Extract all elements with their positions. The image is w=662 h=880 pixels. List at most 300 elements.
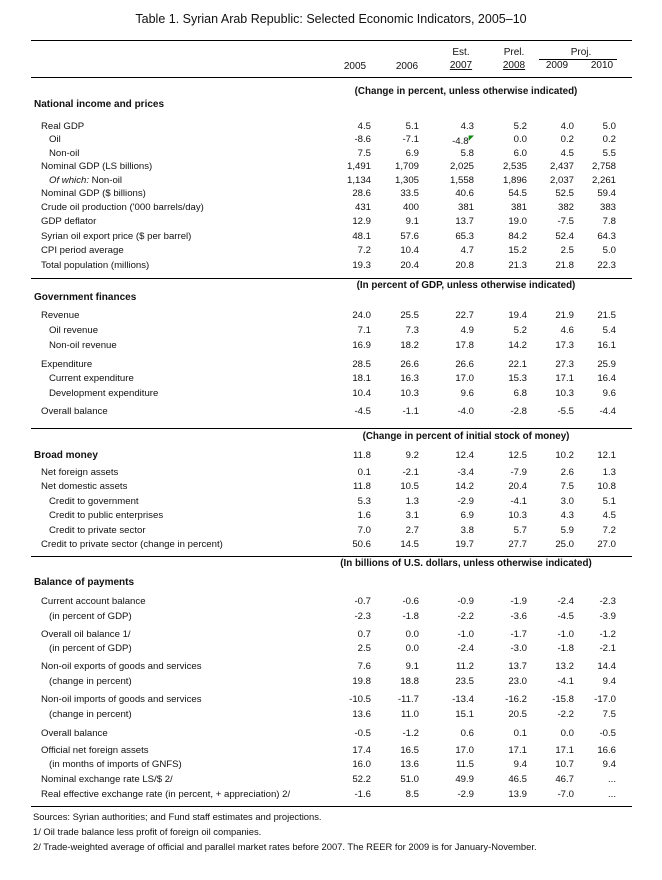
table-row: [0, 676, 662, 690]
cell-value: 14.5: [400, 539, 419, 550]
table-row: [0, 373, 662, 387]
cell-value: -1.2: [599, 629, 616, 640]
footnote-sources: Sources: Syrian authorities; and Fund staff estimates and projections.: [33, 811, 322, 822]
table-row: [0, 161, 662, 175]
table-row: [0, 467, 662, 481]
cell-value: 21.3: [508, 260, 527, 271]
row-label: Non-oil exports of goods and services: [41, 661, 202, 672]
table-row: [0, 496, 662, 510]
cell-value: 14.2: [455, 481, 474, 492]
cell-value: 13.9: [508, 789, 527, 800]
cell-value: 2.5: [357, 643, 371, 654]
cell-value: -4.5: [354, 406, 371, 417]
cell-value: 27.0: [597, 539, 616, 550]
cell-value: 10.3: [400, 388, 419, 399]
cell-value: 16.4: [597, 373, 616, 384]
row-label: Real effective exchange rate (in percent, + appreciation) 2/: [41, 789, 291, 800]
cell-value: 7.2: [602, 525, 616, 536]
footnote-2: 2/ Trade-weighted average of official and parallel market rates before 2007. The REER for 2009 is for January-November.: [33, 841, 537, 852]
row-label: Overall balance: [41, 406, 108, 417]
table-row: [0, 709, 662, 723]
cell-value: 5.0: [602, 245, 616, 256]
table-row: [0, 728, 662, 742]
cell-value: 21.9: [555, 310, 574, 321]
row-label: Total population (millions): [41, 260, 150, 271]
table-row: [0, 450, 662, 464]
cell-value: 6.8: [513, 388, 527, 399]
cell-value: 11.8: [353, 450, 371, 461]
cell-value: 1,491: [346, 161, 371, 172]
table-row: [0, 388, 662, 402]
row-label: Of which: Non-oil: [49, 175, 123, 186]
cell-value: 2,037: [549, 175, 574, 186]
section-national: National income and prices: [34, 99, 165, 110]
cell-value: 13.6: [352, 709, 371, 720]
cell-value: 7.0: [357, 525, 371, 536]
table-row: [0, 539, 662, 553]
cell-value: 14.2: [508, 340, 527, 351]
row-label: Oil: [49, 134, 61, 145]
row-label: Expenditure: [41, 359, 93, 370]
cell-value: 0.0: [405, 629, 419, 640]
cell-value: 383: [599, 202, 616, 213]
cell-value: -2.9: [457, 496, 474, 507]
cell-value: 33.5: [400, 188, 419, 199]
cell-value: 11.0: [401, 709, 419, 720]
cell-value: -4.8◤: [452, 135, 474, 148]
cell-value: 18.8: [400, 676, 419, 687]
cell-value: 48.1: [352, 231, 371, 242]
cell-value: 25.0: [555, 539, 574, 550]
table-row: [0, 661, 662, 675]
cell-value: 21.5: [597, 310, 616, 321]
table-row: [0, 510, 662, 524]
cell-value: 9.2: [405, 450, 419, 461]
cell-value: 6.0: [513, 148, 527, 159]
row-label: Oil revenue: [49, 325, 99, 336]
prel-label: Prel.: [503, 47, 525, 58]
table-row: [0, 121, 662, 135]
row-label: Development expenditure: [49, 388, 159, 399]
cell-value: 49.9: [455, 774, 474, 785]
row-label: Net foreign assets: [41, 467, 119, 478]
cell-value: 24.0: [352, 310, 371, 321]
cell-value: 46.5: [508, 774, 527, 785]
table-row: [0, 596, 662, 610]
cell-value: 12.5: [508, 450, 527, 461]
cell-value: 1.3: [602, 467, 616, 478]
cell-value: 1,134: [346, 175, 371, 186]
cell-value: 64.3: [597, 231, 616, 242]
cell-value: 22.3: [597, 260, 616, 271]
cell-value: 17.3: [555, 340, 574, 351]
cell-value: -4.5: [557, 611, 574, 622]
cell-value: 52.2: [352, 774, 371, 785]
cell-value: -2.1: [599, 643, 616, 654]
cell-value: 19.3: [352, 260, 371, 271]
cell-value: 5.2: [513, 325, 527, 336]
cell-value: ...: [608, 789, 616, 800]
cell-value: 4.5: [357, 121, 371, 132]
cell-value: 54.5: [508, 188, 527, 199]
row-label: Credit to private sector (change in percent): [41, 539, 223, 550]
cell-value: 5.4: [602, 325, 616, 336]
cell-value: 1,896: [502, 175, 527, 186]
cell-value: 11.8: [353, 481, 371, 492]
cell-value: -1.2: [402, 728, 419, 739]
row-label: Nominal GDP ($ billions): [41, 188, 146, 199]
cell-value: 16.6: [597, 745, 616, 756]
bottom-rule: [31, 806, 632, 807]
cell-value: 21.8: [555, 260, 574, 271]
cell-value: 15.3: [508, 373, 527, 384]
table-row: [0, 694, 662, 708]
cell-value: 26.6: [400, 359, 419, 370]
row-label: Non-oil: [49, 148, 80, 159]
cell-value: -1.8: [557, 643, 574, 654]
row-label: GDP deflator: [41, 216, 97, 227]
table-row: [0, 260, 662, 274]
cell-value: 50.6: [352, 539, 371, 550]
cell-value: 4.5: [602, 510, 616, 521]
cell-value: 10.4: [352, 388, 371, 399]
cell-value: 26.6: [455, 359, 474, 370]
row-label: Crude oil production ('000 barrels/day): [41, 202, 204, 213]
cell-value: 28.5: [352, 359, 371, 370]
cell-value: 16.0: [352, 759, 371, 770]
table-row: [0, 175, 662, 189]
cell-value: -1.7: [510, 629, 527, 640]
proj-label: Proj.: [570, 47, 592, 58]
cell-value: -2.2: [457, 611, 474, 622]
cell-value: -2.1: [402, 467, 419, 478]
cell-value: 7.3: [405, 325, 419, 336]
row-label: (change in percent): [49, 709, 132, 720]
cell-value: -4.1: [557, 676, 574, 687]
cell-value: -2.3: [354, 611, 371, 622]
cell-value: 13.6: [400, 759, 419, 770]
cell-value: -8.6: [354, 134, 371, 145]
table-row: [0, 481, 662, 495]
cell-value: 5.2: [513, 121, 527, 132]
row-label: (change in percent): [49, 676, 132, 687]
cell-value: -1.0: [557, 629, 574, 640]
cell-value: 19.0: [508, 216, 527, 227]
cell-value: 381: [510, 202, 527, 213]
table-row: [0, 611, 662, 625]
cell-value: 4.7: [460, 245, 474, 256]
cell-value: 2.5: [560, 245, 574, 256]
cell-value: 5.8: [460, 148, 474, 159]
cell-value: 23.5: [455, 676, 474, 687]
row-label: Credit to public enterprises: [49, 510, 164, 521]
row-label: CPI period average: [41, 245, 124, 256]
cell-value: 8.5: [405, 789, 419, 800]
table-row: [0, 216, 662, 230]
banner-national: (Change in percent, unless otherwise indicated): [354, 86, 578, 97]
table-row: [0, 525, 662, 539]
cell-value: 9.4: [602, 676, 616, 687]
row-label: (in months of imports of GNFS): [49, 759, 182, 770]
cell-value: 22.7: [455, 310, 474, 321]
cell-value: -10.5: [349, 694, 371, 705]
cell-value: 18.1: [352, 373, 371, 384]
cell-value: 28.6: [352, 188, 371, 199]
table-row: [0, 134, 662, 148]
row-label: Revenue: [41, 310, 80, 321]
cell-value: 9.6: [460, 388, 474, 399]
cell-value: 20.4: [508, 481, 527, 492]
cell-value: 46.7: [555, 774, 574, 785]
cell-value: 7.5: [602, 709, 616, 720]
footnote-1: 1/ Oil trade balance less profit of foreign oil companies.: [33, 826, 262, 837]
cell-value: 16.1: [597, 340, 616, 351]
row-label: Real GDP: [41, 121, 85, 132]
cell-value: 7.5: [357, 148, 371, 159]
cell-value: 9.6: [602, 388, 616, 399]
cell-value: -7.9: [510, 467, 527, 478]
cell-value: -1.6: [354, 789, 371, 800]
cell-value: 17.1: [508, 745, 527, 756]
comment-marker-icon: ◤: [468, 135, 474, 142]
cell-value: 12.9: [352, 216, 371, 227]
cell-value: -1.0: [457, 629, 474, 640]
cell-value: 25.5: [400, 310, 419, 321]
cell-value: 9.1: [405, 661, 419, 672]
year-2008: 2008: [502, 60, 526, 71]
cell-value: -17.0: [594, 694, 616, 705]
rule-money-end: [31, 556, 632, 557]
cell-value: -1.9: [510, 596, 527, 607]
cell-value: 11.5: [456, 759, 474, 770]
cell-value: 2,758: [591, 161, 616, 172]
cell-value: -0.6: [402, 596, 419, 607]
cell-value: 4.5: [560, 148, 574, 159]
cell-value: -2.4: [457, 643, 474, 654]
cell-value: 13.7: [455, 216, 474, 227]
cell-value: 10.3: [555, 388, 574, 399]
rule-government-end: [31, 428, 632, 429]
cell-value: 0.7: [357, 629, 371, 640]
cell-value: 2,437: [549, 161, 574, 172]
cell-value: 23.0: [508, 676, 527, 687]
cell-value: -3.0: [510, 643, 527, 654]
cell-value: -1.1: [402, 406, 419, 417]
row-label: Overall oil balance 1/: [41, 629, 131, 640]
cell-value: 9.4: [602, 759, 616, 770]
cell-value: -0.5: [354, 728, 371, 739]
cell-value: 6.9: [405, 148, 419, 159]
cell-value: 17.0: [455, 373, 474, 384]
cell-value: 20.5: [508, 709, 527, 720]
rule-national-end: [31, 278, 632, 279]
banner-government: (In percent of GDP, unless otherwise indicated): [356, 280, 576, 291]
row-label: Official net foreign assets: [41, 745, 149, 756]
row-label: Current account balance: [41, 596, 146, 607]
cell-value: 10.8: [597, 481, 616, 492]
cell-value: 11.2: [456, 661, 474, 672]
table-row: [0, 774, 662, 788]
cell-value: 84.2: [508, 231, 527, 242]
cell-value: 59.4: [597, 188, 616, 199]
cell-value: 51.0: [400, 774, 419, 785]
cell-value: 3.8: [460, 525, 474, 536]
header-rule: [31, 77, 632, 78]
cell-value: 381: [457, 202, 474, 213]
cell-value: 52.4: [555, 231, 574, 242]
table-row: [0, 325, 662, 339]
cell-value: -2.3: [599, 596, 616, 607]
cell-value: 19.4: [508, 310, 527, 321]
cell-value: 5.7: [513, 525, 527, 536]
row-label: Syrian oil export price ($ per barrel): [41, 231, 192, 242]
cell-value: 1,709: [394, 161, 419, 172]
cell-value: ...: [608, 774, 616, 785]
cell-value: 57.6: [400, 231, 419, 242]
cell-value: -3.6: [510, 611, 527, 622]
row-label: (in percent of GDP): [49, 611, 132, 622]
cell-value: 16.5: [400, 745, 419, 756]
cell-value: 18.2: [400, 340, 419, 351]
row-label: Nominal exchange rate LS/$ 2/: [41, 774, 173, 785]
cell-value: 0.2: [560, 134, 574, 145]
cell-value: 4.3: [460, 121, 474, 132]
table-row: [0, 231, 662, 245]
cell-value: -4.1: [510, 496, 527, 507]
cell-value: 0.6: [460, 728, 474, 739]
cell-value: 382: [557, 202, 574, 213]
cell-value: -7.1: [402, 134, 419, 145]
cell-value: 17.0: [455, 745, 474, 756]
cell-value: 19.8: [352, 676, 371, 687]
cell-value: 16.9: [352, 340, 371, 351]
cell-value: 9.1: [405, 216, 419, 227]
year-2005: 2005: [343, 61, 367, 72]
cell-value: -4.0: [457, 406, 474, 417]
row-label: Current expenditure: [49, 373, 134, 384]
cell-value: 431: [354, 202, 371, 213]
cell-value: 20.8: [455, 260, 474, 271]
table-row: [0, 245, 662, 259]
row-label: Non-oil imports of goods and services: [41, 694, 202, 705]
cell-value: 5.5: [602, 148, 616, 159]
row-label: Net domestic assets: [41, 481, 128, 492]
table-row: [0, 202, 662, 216]
cell-value: 15.1: [455, 709, 474, 720]
cell-value: -2.4: [557, 596, 574, 607]
cell-value: 17.4: [352, 745, 371, 756]
cell-value: 1.3: [405, 496, 419, 507]
cell-value: 40.6: [455, 188, 474, 199]
banner-money: (Change in percent of initial stock of money): [362, 431, 570, 442]
table-row: [0, 188, 662, 202]
cell-value: 5.1: [405, 121, 419, 132]
est-label: Est.: [452, 47, 470, 58]
cell-value: 25.9: [597, 359, 616, 370]
row-label: Broad money: [34, 450, 98, 461]
row-label: Overall balance: [41, 728, 108, 739]
cell-value: -1.8: [402, 611, 419, 622]
cell-value: 17.1: [555, 745, 574, 756]
cell-value: 2,261: [591, 175, 616, 186]
cell-value: 16.3: [400, 373, 419, 384]
cell-value: 4.9: [460, 325, 474, 336]
cell-value: -2.8: [510, 406, 527, 417]
cell-value: 2.7: [405, 525, 419, 536]
cell-value: 10.4: [400, 245, 419, 256]
cell-value: 4.0: [560, 121, 574, 132]
cell-value: 27.3: [555, 359, 574, 370]
cell-value: -7.5: [557, 216, 574, 227]
cell-value: 2.6: [560, 467, 574, 478]
cell-value: 4.6: [560, 325, 574, 336]
cell-value: 65.3: [455, 231, 474, 242]
cell-value: -5.5: [557, 406, 574, 417]
table-row: [0, 340, 662, 354]
table-row: [0, 359, 662, 373]
cell-value: -7.0: [557, 789, 574, 800]
cell-value: 3.0: [560, 496, 574, 507]
table-row: [0, 148, 662, 162]
table-row: [0, 310, 662, 324]
row-label: Credit to government: [49, 496, 139, 507]
row-label: Nominal GDP (LS billions): [41, 161, 153, 172]
cell-value: 12.1: [597, 450, 616, 461]
cell-value: 0.0: [560, 728, 574, 739]
row-label: Non-oil revenue: [49, 340, 117, 351]
row-label: (in percent of GDP): [49, 643, 132, 654]
table-row: [0, 789, 662, 803]
cell-value: 4.3: [560, 510, 574, 521]
cell-value: -3.4: [457, 467, 474, 478]
banner-bop: (In billions of U.S. dollars, unless otherwise indicated): [340, 558, 592, 569]
section-bop: Balance of payments: [34, 577, 135, 588]
cell-value: 3.1: [405, 510, 419, 521]
cell-value: -2.2: [557, 709, 574, 720]
cell-value: 14.4: [597, 661, 616, 672]
section-government: Government finances: [34, 292, 137, 303]
table-row: [0, 745, 662, 759]
cell-value: 2,535: [502, 161, 527, 172]
cell-value: -16.2: [505, 694, 527, 705]
cell-value: 10.5: [400, 481, 419, 492]
top-rule: [31, 40, 632, 41]
cell-value: -13.4: [452, 694, 474, 705]
cell-value: 0.0: [513, 134, 527, 145]
cell-value: 7.1: [357, 325, 371, 336]
cell-value: 9.4: [513, 759, 527, 770]
cell-value: 7.8: [602, 216, 616, 227]
cell-value: 400: [402, 202, 419, 213]
cell-value: 0.1: [513, 728, 527, 739]
cell-value: 0.1: [357, 467, 371, 478]
cell-value: 52.5: [555, 188, 574, 199]
cell-value: 5.3: [357, 496, 371, 507]
cell-value: -3.9: [599, 611, 616, 622]
cell-value: 0.0: [405, 643, 419, 654]
table-row: [0, 629, 662, 643]
row-label: Credit to private sector: [49, 525, 146, 536]
year-2009: 2009: [545, 60, 569, 71]
cell-value: 7.6: [357, 661, 371, 672]
cell-value: -0.9: [457, 596, 474, 607]
cell-value: 13.7: [508, 661, 527, 672]
cell-value: -0.5: [599, 728, 616, 739]
cell-value: 17.1: [555, 373, 574, 384]
cell-value: 2,025: [449, 161, 474, 172]
cell-value: 27.7: [508, 539, 527, 550]
cell-value: 12.4: [455, 450, 474, 461]
